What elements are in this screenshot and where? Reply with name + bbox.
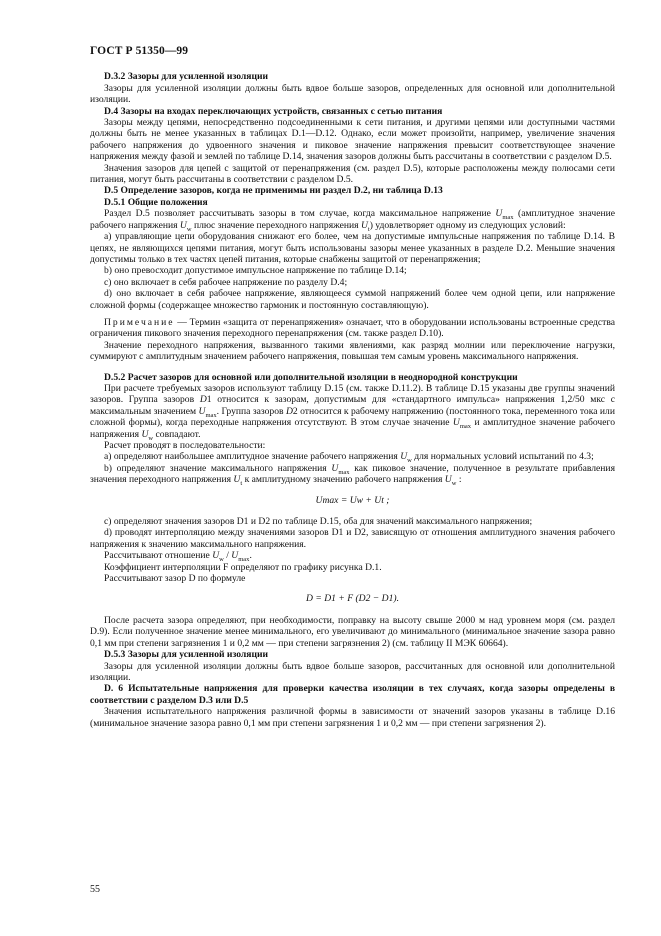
condition-a: а) управляющие цепи оборудования снижают его более, чем на допустимые импульсные напряжения по таблице D.14. В цепях, не являющихся цепями питания, могут быть использованы зазоры менее указанных в разделе D.2. Меньшие значения допустимы только в тех частях цепей питания, которые снабжены защитой от перенапряжения;: [90, 231, 615, 265]
section-d52-heading: D.5.2 Расчет зазоров для основной или дополнительной изоляции в неоднородной конструкции: [104, 371, 518, 383]
section-d51-p2: Значение переходного напряжения, вызванного такими явлениями, как разряд молнии или переключение нагрузки, суммируют с амплитудным значением рабочего напряжения, повышая тем самым уровень максимального напряжения.: [90, 339, 615, 363]
document-header: ГОСТ Р 51350—99: [90, 45, 189, 57]
condition-b: b) оно превосходит допустимое импульсное напряжение по таблице D.14;: [104, 265, 407, 277]
section-d6-heading: D. 6 Испытательные напряжения для проверки качества изоляции в тех случаях, когда зазоры определены в соответствии с разделом D.3 или D.5: [90, 683, 615, 706]
coefficient-text: Коэффициент интерполяции F определяют по графику рисунка D.1.: [104, 561, 382, 573]
condition-d: d) оно включает в себя рабочее напряжение, являющееся суммой напряжений более чем одной цепи, или напряжение сложной формы (содержащее множество гармоник и постоянную составляющую).: [90, 288, 615, 311]
section-d6-text: Значения испытательного напряжения различной формы в зависимости от значений зазоров указаны в таблице D.16 (минимальное значение зазора равно 0,1 мм при степени загрязнения 1 и 0,2 мм — при степени загрязнения 2).: [90, 706, 615, 729]
page-number: 55: [90, 884, 100, 895]
note: Примечание — Термин «защита от перенапряжения» означает, что в оборудовании использованы встроенные средства ограничения пикового значения переходного перенапряжения (см. также раздел D.10).: [90, 316, 615, 340]
section-d5-heading: D.5 Определение зазоров, когда не применимы ни раздел D.2, ни таблица D.13: [104, 185, 443, 197]
calc-text: Рассчитывают зазор D по формуле: [104, 573, 246, 585]
section-d52-p1: При расчете требуемых зазоров используют таблицу D.15 (см. также D.11.2). В таблице D.15 указаны две группы значений зазоров. Группа зазоров D1 относится к зазорам, допустимым для «стандартного импульса» напряжения 1,2/50 мкс с максимальным значением $U_{max}$. Группа зазоров D2 относится к рабочему напряжению (постоянного тока, переменного тока или сложной формы), когда переходные напряжения отсутствуют. В этом случае значение $U_{max}$ и амплитудное значение рабочего напряжения $U_w$ совпадают.: [90, 382, 615, 442]
section-d4-p1: Зазоры между цепями, непосредственно подсоединенными к сети питания, и другими цепями или доступными частями должны быть не менее указанных в таблицах D.1—D.12. Однако, если может произойти, например, увеличение значения рабочего напряжения до удвоенного значения и пиковое значение напряжения превысит соответствующее значение напряжения между фазой и землей по таблице D.14, значения зазоров должны быть рассчитаны в соответствии с разделом D.5.: [90, 117, 615, 163]
section-d4-p2: Значения зазоров для цепей с защитой от перенапряжения (см. раздел D.5), которые расположены между полюсами сети питания, могут быть рассчитаны в соответствии с разделом D.5.: [90, 162, 615, 186]
section-d32-text: Зазоры для усиленной изоляции должны быть вдвое больше зазоров, определенных для основной или дополнительной изоляции.: [90, 82, 615, 106]
section-d32-heading: D.3.2 Зазоры для усиленной изоляции: [104, 71, 269, 83]
section-d53-heading: D.5.3 Зазоры для усиленной изоляции: [104, 649, 269, 661]
step-d: d) проводят интерполяцию между значениями зазоров D1 и D2, зависящую от отношения амплитудного значения рабочего напряжения к значению максимального напряжения.: [90, 527, 615, 550]
condition-c: c) оно включает в себя рабочее напряжение по разделу D.4;: [104, 276, 348, 288]
section-d52-p2: Расчет проводят в последовательности:: [104, 440, 266, 451]
step-a: а) определяют наибольшее амплитудное значение рабочего напряжения $U_w$ для нормальных условий испытаний по 4.3;: [104, 451, 594, 465]
section-d52-p3: После расчета зазора определяют, при необходимости, поправку на высоту свыше 2000 м над уровнем моря (см. раздел D.9). Если полученное значение менее минимального, его увеличивают до минимального (минимальное значение зазора равно 0,1 мм при степени загрязнения 1 и 0,2 мм — при степени загрязнения 2) (см. таблицу II МЭК 60664).: [90, 614, 615, 649]
step-c: c) определяют значения зазоров D1 и D2 по таблице D.15, оба для значений максимального напряжения;: [104, 516, 533, 528]
section-d4-heading: D.4 Зазоры на входах переключающих устройств, связанных с сетью питания: [104, 105, 443, 117]
ratio-text: Рассчитывают отношение $U_w / U_{max}$.: [104, 550, 252, 564]
section-d53-text: Зазоры для усиленной изоляции должны быть вдвое больше зазоров, рассчитанных для основной или дополнительной изоляции.: [90, 660, 615, 683]
formula-umax: Umax = Uw + Ut ;: [315, 494, 390, 506]
note-label: Примечание: [104, 316, 175, 328]
step-b: b) определяют значение максимального напряжения $U_{max}$ как пиковое значение, полученное в результате прибавления значения переходного напряжения $U_t$ к амплитудному значению рабочего напряжения $U_w$ :: [90, 462, 615, 488]
formula-d: D = D1 + F (D2 − D1).: [306, 593, 399, 605]
section-d51-p1: Раздел D.5 позволяет рассчитывать зазоры в том случае, когда максимальное напряжение $U_{max}$ (амплитудное значение рабочего напряжения $U_w$ плюс значение переходного напряжения $U_t$) удовлетворяет одному из следующих условий:: [90, 208, 615, 233]
section-d51-heading: D.5.1 Общие положения: [104, 196, 208, 208]
